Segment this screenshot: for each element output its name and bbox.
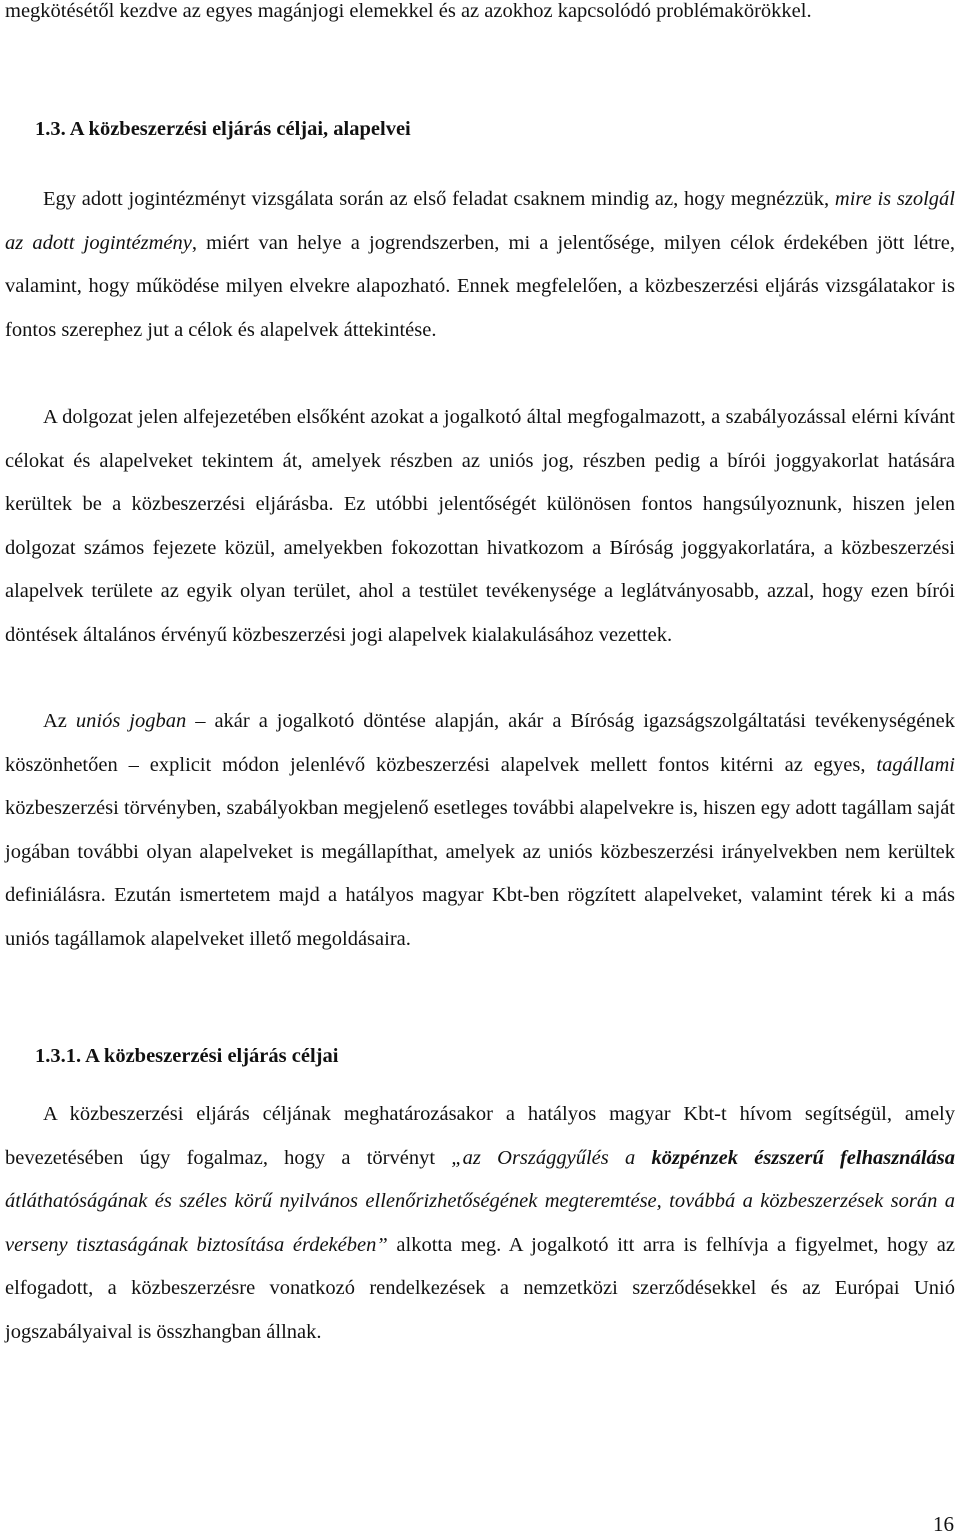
p1-italic: mire is szolgál az adott jogintézmény xyxy=(5,188,955,254)
p3-text-3: – akár a jogalkotó döntése alapján, akár a Bíróság igazságszolgáltatási tevékenységének köszönhetően – explicit módon jelenlévő közbeszerzési alapelvek mellett fontos kitérni az egyes, xyxy=(5,710,955,776)
section-1-3-paragraph-2 xyxy=(5,396,955,658)
p3-text-5: közbeszerzési törvényben, szabályokban megjelenő esetleges további alapelvekre is, hiszen egy adott tagállam saját jogában további olyan alapelveket is megállapíthat, amelyek az uniós közbeszerzési irányelvekben nem kerültek definiálásra. Ezután ismertetem majd a hatályos magyar Kbt-ben rögzített alapelveket, valamint térek ki a más uniós tagállamok alapelveket illető megoldásaira. xyxy=(5,797,955,950)
p4-bold-italic: közpénzek észszerű felhasználása xyxy=(651,1146,955,1169)
page-number: 16 xyxy=(933,1512,954,1536)
section-heading-1-3-1: 1.3.1. A közbeszerzési eljárás céljai xyxy=(35,1045,339,1067)
p1-text-1: Egy adott jogintézményt vizsgálata során az első feladat csaknem mindig az, hogy megnézzük, xyxy=(43,188,835,210)
p4-text-1: A közbeszerzési eljárás céljának meghatározásakor a hatályos magyar Kbt-t hívom segítségül, amely bevezetésében úgy fogalmaz, hogy a törvényt xyxy=(5,1103,955,1169)
p1-text-3: , miért van helye a jogrendszerben, mi a jelentősége, milyen célok érdekében jött létre, valamint, hogy működése milyen elvekre alapozható. Ennek megfelelően, a közbeszerzési eljárás vizsgálatakor is fontos szerephez jut a célok és alapelvek áttekintése. xyxy=(5,231,955,341)
p2-text: A dolgozat jelen alfejezetében elsőként azokat a jogalkotó által megfogalmazott, a szabályozással elérni kívánt célokat és alapelveket tekintem át, amelyek részben az uniós jog, részben pedig a bírói joggyakorlat hatására kerültek be a közbeszerzési eljárásba. Ez utóbbi jelentőségét különösen fontos hangsúlyoznunk, hiszen jelen dolgozat számos fejezete közül, amelyekben fokozottan hivatkozom a Bíróság joggyakorlatára, a közbeszerzési alapelvek területe az egyik olyan terület, ahol a testület tevékenysége a leglátványosabb, azzal, hogy ezen bírói döntések általános érvényű közbeszerzési jogi alapelvek kialakulásához vezettek. xyxy=(5,406,955,646)
p4-text-5: alkotta meg. A jogalkotó itt arra is felhívja a figyelmet, hogy az elfogadott, a közbeszerzésre vonatkozó rendelkezések a nemzetközi szerződésekkel és az Európai Unió jogszabályaival is összhangban állnak. xyxy=(5,1233,955,1343)
section-heading-1-3: 1.3. A közbeszerzési eljárás céljai, alapelvei xyxy=(35,118,411,140)
intro-paragraph xyxy=(5,0,955,34)
p3-italic-tagallami: tagállami xyxy=(876,753,955,776)
p4-italic-quote-end: átláthatóságának és széles körű nyilvános ellenőrizhetőségének megteremtése, továbbá a közbeszerzések során a verseny tisztaságának biztosítása érdekében” xyxy=(5,1190,955,1256)
p3-text-1: Az xyxy=(43,710,76,732)
p3-italic-uniós-jogban: uniós jogban xyxy=(75,710,187,732)
section-1-3-1-paragraph-1 xyxy=(5,1093,955,1355)
intro-text: megkötésétől kezdve az egyes magánjogi elemekkel és az azokhoz kapcsolódó problémakörökkel. xyxy=(5,0,812,22)
section-1-3-paragraph-1 xyxy=(5,178,955,352)
section-1-3-paragraph-3 xyxy=(5,700,955,962)
p4-italic-quote-start: „az Országgyűlés a xyxy=(451,1146,652,1169)
